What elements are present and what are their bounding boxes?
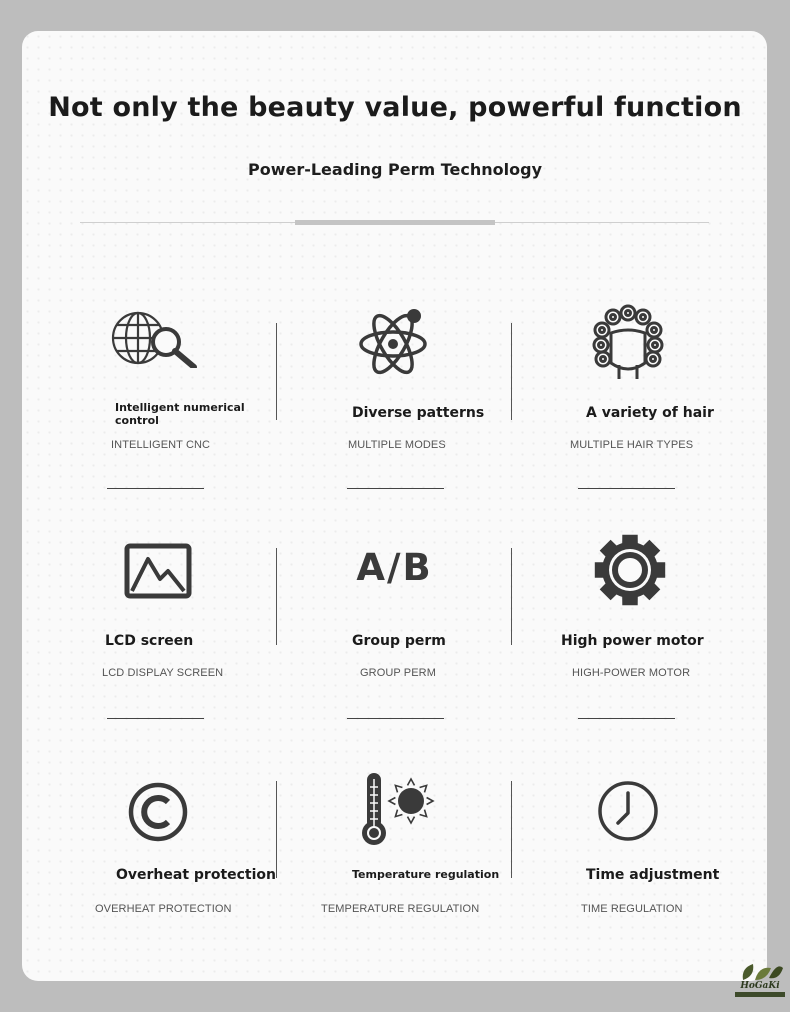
feature-sub: HIGH-POWER MOTOR (572, 667, 691, 679)
globe-search-icon (37, 308, 272, 368)
feature-underline (347, 718, 444, 719)
copyright-icon (40, 781, 275, 843)
brand-logo (733, 960, 787, 1000)
gear-icon (512, 530, 747, 610)
feature-sub: TIME REGULATION (581, 903, 683, 915)
feature-sub: MULTIPLE MODES (348, 439, 446, 451)
feature-cell-hair-types (512, 300, 747, 500)
feature-label: A variety of hair (586, 405, 714, 421)
feature-cell-lcd (40, 530, 275, 730)
divider-accent (295, 220, 495, 225)
feature-underline (107, 718, 204, 719)
feature-sub: LCD DISPLAY SCREEN (102, 667, 224, 679)
feature-label: LCD screen (105, 633, 194, 649)
feature-sub: MULTIPLE HAIR TYPES (570, 439, 694, 451)
feature-underline (107, 488, 204, 489)
ab-text-icon: A/B (356, 546, 433, 589)
feature-cell-intelligent-cnc (40, 300, 275, 500)
feature-label: Time adjustment (586, 867, 720, 883)
feature-cell-motor (512, 530, 747, 730)
clock-icon (510, 779, 745, 843)
thermometer-sun-icon (279, 771, 514, 847)
feature-sub: OVERHEAT PROTECTION (95, 903, 232, 915)
feature-cell-group-perm (277, 530, 512, 730)
feature-sub: TEMPERATURE REGULATION (321, 903, 480, 915)
image-frame-icon (40, 543, 275, 599)
feature-cell-overheat (40, 765, 275, 965)
brand-logo-text: HoGaKi (740, 981, 780, 991)
feature-underline (578, 488, 675, 489)
feature-label: Diverse patterns (352, 405, 485, 421)
feature-cell-time (512, 765, 747, 965)
feature-underline (578, 718, 675, 719)
feature-underline (347, 488, 444, 489)
atom-icon (277, 306, 512, 378)
page-title: Not only the beauty value, powerful function (48, 92, 742, 123)
curly-hair-icon (510, 303, 745, 383)
page-subtitle: Power-Leading Perm Technology (247, 160, 543, 179)
feature-label: Temperature regulation (352, 868, 500, 881)
feature-label: Overheat protection (116, 867, 277, 883)
feature-cell-temperature (277, 765, 512, 965)
feature-sub: GROUP PERM (360, 667, 436, 679)
feature-label: High power motor (561, 633, 704, 649)
feature-sub: INTELLIGENT CNC (111, 439, 211, 451)
feature-label: Intelligent numerical control (115, 401, 245, 427)
brand-logo-strip (735, 992, 785, 997)
feature-cell-diverse-patterns (277, 300, 512, 500)
feature-label: Group perm (352, 633, 446, 649)
